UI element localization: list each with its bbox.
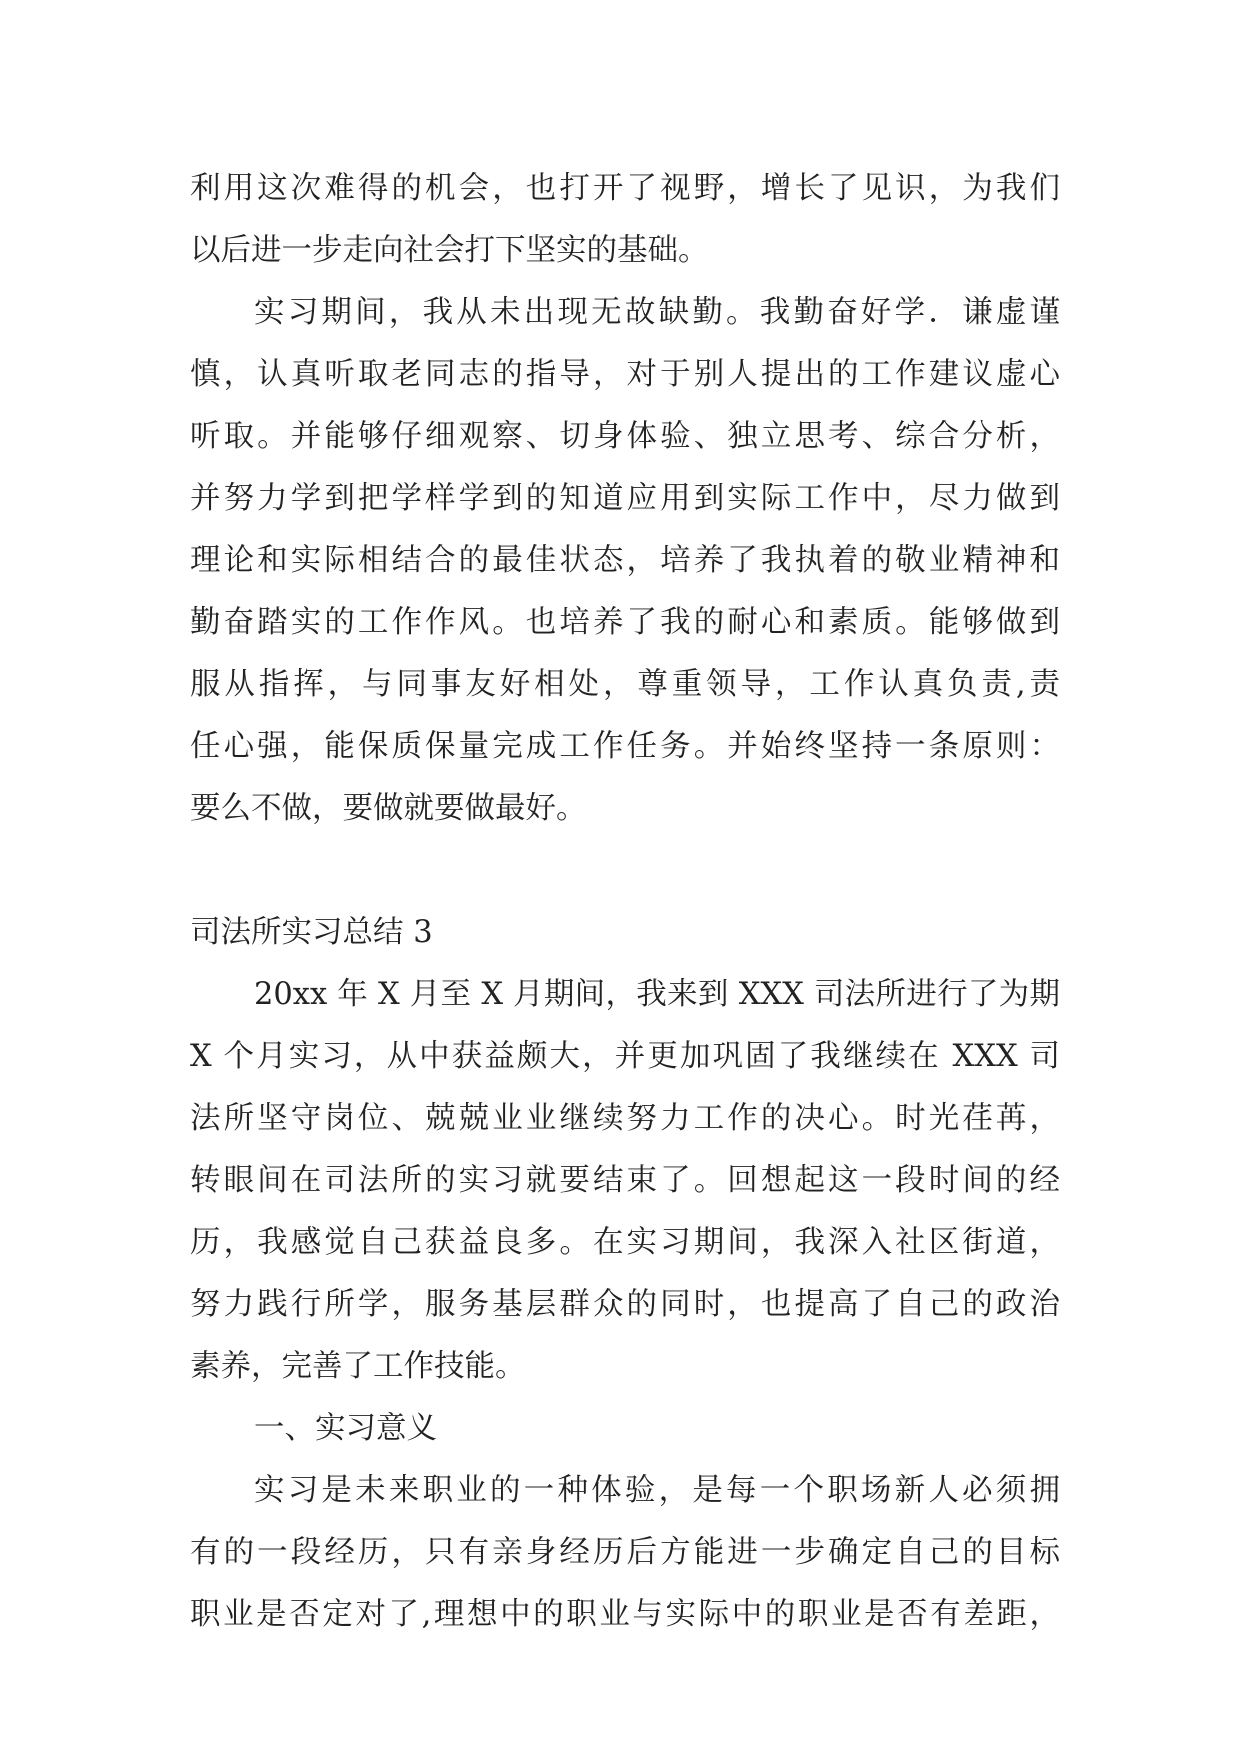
paragraph-3 <box>190 964 1060 1398</box>
text-line: 并努力学到把学样学到的知道应用到实际工作中，尽力做到 <box>190 481 1060 516</box>
text-line: 法所坚守岗位、兢兢业业继续努力工作的决心。时光荏苒， <box>190 1101 1060 1136</box>
text-line: X 个月实习，从中获益颇大，并更加巩固了我继续在 XXX 司 <box>190 1039 1060 1074</box>
text-line: 理论和实际相结合的最佳状态，培养了我执着的敬业精神和 <box>190 543 1060 578</box>
text-line: 实习期间，我从未出现无故缺勤。我勤奋好学．谦虚谨 <box>254 295 1060 330</box>
text-line: 有的一段经历，只有亲身经历后方能进一步确定自己的目标 <box>190 1535 1060 1570</box>
text-line: 慎，认真听取老同志的指导，对于别人提出的工作建议虚心 <box>190 357 1060 392</box>
text-line: 利用这次难得的机会，也打开了视野，增长了见识，为我们 <box>190 171 1060 206</box>
text-line: 听取。并能够仔细观察、切身体验、独立思考、综合分析， <box>190 419 1060 454</box>
document-body <box>190 158 1060 1646</box>
subheading: 一、实习意义 <box>254 1411 437 1446</box>
text-line: 转眼间在司法所的实习就要结束了。回想起这一段时间的经 <box>190 1163 1060 1198</box>
text-line: 职业是否定对了,理想中的职业与实际中的职业是否有差距， <box>190 1597 1060 1632</box>
text-line: 勤奋踏实的工作作风。也培养了我的耐心和素质。能够做到 <box>190 605 1060 640</box>
text-line: 以后进一步走向社会打下坚实的基础。 <box>190 233 709 268</box>
text-line: 实习是未来职业的一种体验，是每一个职场新人必须拥 <box>254 1473 1060 1508</box>
text-line: 服从指挥，与同事友好相处，尊重领导，工作认真负责,责 <box>190 667 1060 702</box>
paragraph-gap <box>190 840 1060 902</box>
text-line: 任心强，能保质保量完成工作任务。并始终坚持一条原则： <box>190 729 1060 764</box>
section-title: 司法所实习总结 3 <box>190 915 433 950</box>
text-line: 历，我感觉自己获益良多。在实习期间，我深入社区街道， <box>190 1225 1060 1260</box>
paragraph-1 <box>190 158 1060 282</box>
paragraph-4 <box>190 1460 1060 1646</box>
text-line: 努力践行所学，服务基层群众的同时，也提高了自己的政治 <box>190 1287 1060 1322</box>
paragraph-2 <box>190 282 1060 840</box>
text-line: 要么不做，要做就要做最好。 <box>190 791 587 826</box>
text-line: 素养，完善了工作技能。 <box>190 1349 526 1384</box>
text-line: 20xx 年 X 月至 X 月期间，我来到 XXX 司法所进行了为期 <box>254 977 1060 1012</box>
